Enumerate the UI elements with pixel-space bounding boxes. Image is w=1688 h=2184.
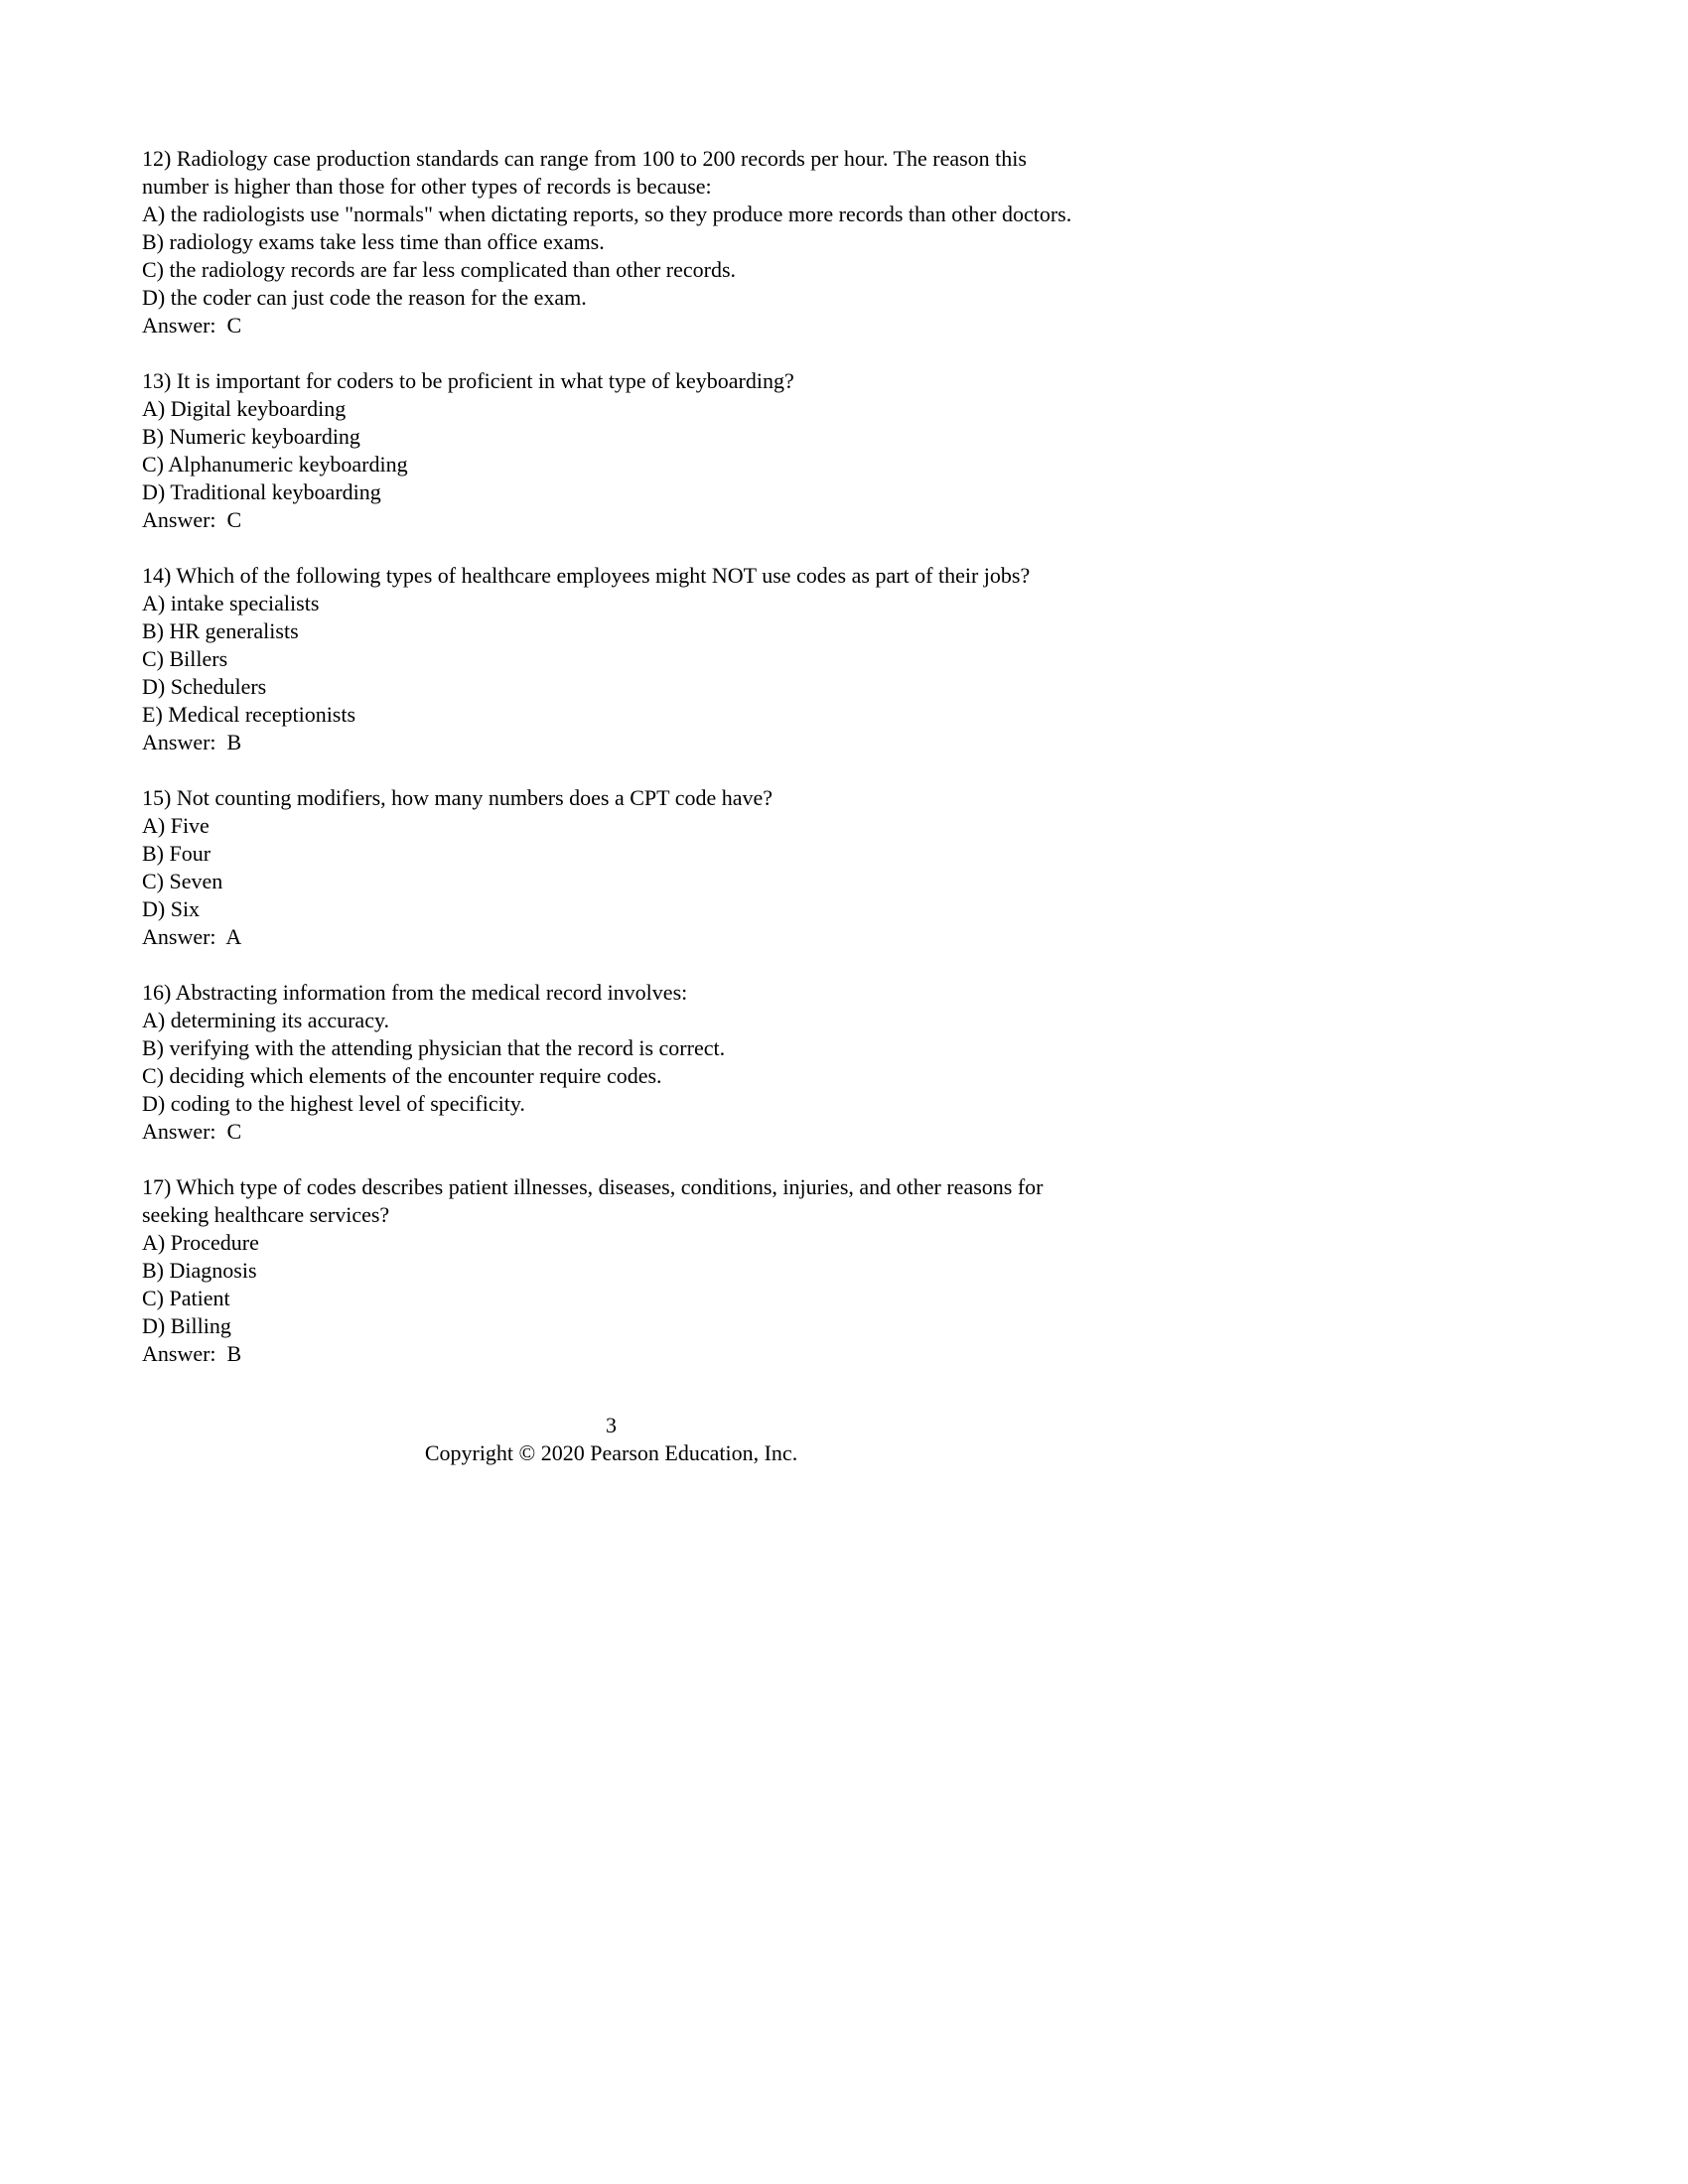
copyright-line: Copyright © 2020 Pearson Education, Inc. bbox=[424, 1440, 798, 1465]
question-block bbox=[142, 784, 1080, 951]
answer-option: C) Patient bbox=[142, 1286, 230, 1310]
answer-option: C) the radiology records are far less complicated than other records. bbox=[142, 257, 737, 282]
answer-option: B) Four bbox=[142, 841, 211, 866]
answer-option: A) Procedure bbox=[142, 1230, 259, 1255]
page-number: 3 bbox=[606, 1413, 617, 1437]
question-stem: 14) Which of the following types of healthcare employees might NOT use codes as part of their jobs? bbox=[142, 563, 1031, 588]
question-block bbox=[142, 979, 1080, 1146]
answer-option: A) intake specialists bbox=[142, 591, 320, 615]
answer-option: D) Billing bbox=[142, 1313, 231, 1338]
answer-line: Answer: C bbox=[142, 313, 242, 338]
document-page bbox=[142, 145, 1080, 1467]
answer-line: Answer: B bbox=[142, 1341, 242, 1366]
answer-line: Answer: C bbox=[142, 507, 242, 532]
answer-option: C) deciding which elements of the encounter require codes. bbox=[142, 1063, 662, 1088]
question-block bbox=[142, 1173, 1080, 1368]
answer-option: B) Numeric keyboarding bbox=[142, 424, 360, 449]
answer-option: A) Digital keyboarding bbox=[142, 396, 347, 421]
answer-line: Answer: C bbox=[142, 1119, 242, 1144]
answer-option: D) the coder can just code the reason for the exam. bbox=[142, 285, 587, 310]
answer-option: E) Medical receptionists bbox=[142, 702, 356, 727]
question-block bbox=[142, 367, 1080, 534]
answer-line: Answer: A bbox=[142, 924, 242, 949]
question-stem: 16) Abstracting information from the medical record involves: bbox=[142, 980, 688, 1005]
page-footer bbox=[142, 1412, 1080, 1467]
answer-option: A) determining its accuracy. bbox=[142, 1008, 390, 1032]
questions bbox=[142, 145, 1080, 1368]
answer-option: C) Billers bbox=[142, 646, 228, 671]
question-stem: 17) Which type of codes describes patient illnesses, diseases, conditions, injuries, and other reasons for seeking healthcare services? bbox=[142, 1174, 1049, 1227]
answer-line: Answer: B bbox=[142, 730, 242, 754]
answer-option: A) Five bbox=[142, 813, 210, 838]
answer-option: D) coding to the highest level of specificity. bbox=[142, 1091, 525, 1116]
answer-option: C) Alphanumeric keyboarding bbox=[142, 452, 408, 477]
question-stem: 15) Not counting modifiers, how many numbers does a CPT code have? bbox=[142, 785, 774, 810]
answer-option: A) the radiologists use "normals" when dictating reports, so they produce more records than other doctors. bbox=[142, 202, 1072, 226]
answer-option: B) HR generalists bbox=[142, 618, 299, 643]
question-stem: 13) It is important for coders to be proficient in what type of keyboarding? bbox=[142, 368, 794, 393]
answer-option: D) Traditional keyboarding bbox=[142, 479, 381, 504]
answer-option: C) Seven bbox=[142, 869, 223, 893]
answer-option: B) verifying with the attending physician that the record is correct. bbox=[142, 1035, 726, 1060]
answer-option: B) Diagnosis bbox=[142, 1258, 257, 1283]
question-block bbox=[142, 562, 1080, 756]
question-stem: 12) Radiology case production standards can range from 100 to 200 records per hour. The reason this number is higher than those for other types of records is because: bbox=[142, 146, 1033, 199]
answer-option: B) radiology exams take less time than office exams. bbox=[142, 229, 605, 254]
question-block bbox=[142, 145, 1080, 340]
answer-option: D) Schedulers bbox=[142, 674, 267, 699]
answer-option: D) Six bbox=[142, 896, 201, 921]
